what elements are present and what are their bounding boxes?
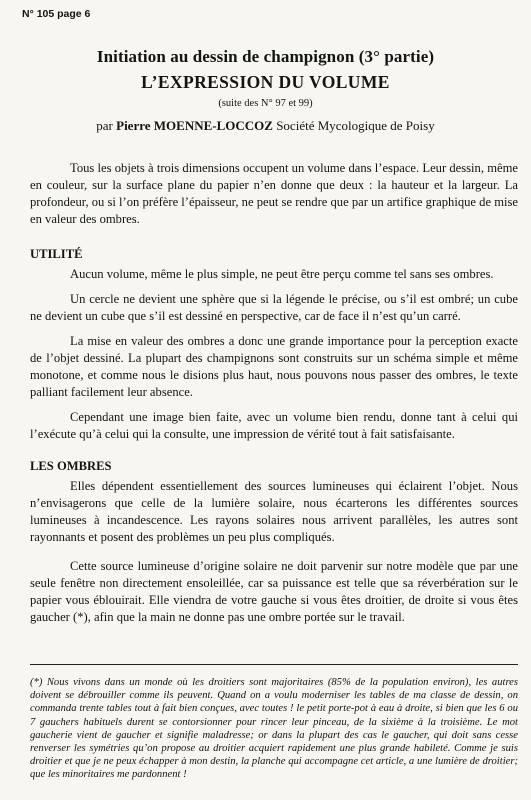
- footnote-divider: [30, 664, 518, 665]
- byline-prefix: par: [96, 118, 113, 133]
- ombres-paragraph: Cette source lumineuse d’origine solaire ne doit parvenir sur notre modèle que par une seule fenêtre non directement ensoleillée, car sa puissance est telle que sa réverbération sur le papier vous éblouirait. Elle viendra de votre gauche si vous êtes droitier, de droite si vous êtes gaucher (*), afin que la main ne donne pas une ombre portée sur le travail.: [30, 559, 518, 624]
- section-heading-utilite: UTILITÉ: [30, 247, 83, 261]
- intro-paragraph: Tous les objets à trois dimensions occupent un volume dans l’espace. Leur dessin, même en couleur, sur la surface plane du papier n’en donne que deux : la hauteur et la largeur. La profondeur, ou si l’on préfère l’épaisseur, ne peut se rendre que par un artifice graphique de mise en valeur des ombres.: [30, 161, 518, 226]
- ombres-paragraph: Elles dépendent essentiellement des sources lumineuses qui éclairent l’objet. Nous n’envisagerons que celle de la lumière solaire, nous écarterons les différentes sources lumineuses à incandescence. Les rayons solaires nous arrivent parallèles, les autres sont rayonnants et posent des problèmes un peu plus compliqués.: [30, 479, 518, 544]
- article-title: Initiation au dessin de champignon (3° partie): [96, 47, 435, 66]
- ombres-section: [30, 478, 518, 626]
- utilite-paragraph: Cependant une image bien faite, avec un volume bien rendu, donne tant à celui qui l’exécute qu’à celui qui la consulte, une impression de vérité tout à fait satisfaisante.: [30, 410, 518, 441]
- byline: [0, 118, 531, 134]
- author-affiliation: Société Mycologique de Poisy: [276, 118, 435, 133]
- utilite-paragraph: La mise en valeur des ombres a donc une grande importance pour la perception exacte de l’objet dessiné. La plupart des champignons sont construits sur un schéma simple et même monotone, et comme nous le disions plus haut, nous pouvons nous passer des ombres, le texte palliant facilement leur absence.: [30, 334, 518, 399]
- footnote: (*) Nous vivons dans un monde où les droitiers sont majoritaires (85% de la population environ), les autres doivent se débrouiller comme ils peuvent. Quand on a voulu moderniser les tables de ma classe de dessin, on commanda trente tables tout à fait bien conçues, avec toutes ! le petit porte-pot à eau à droite, si bien que les 6 ou 7 gauchers habituels durent se contorsionner pour rincer leur pinceau, de la sixième à la troisième. Le mot gaucherie vient de gaucher et signifie maladresse; or dans la plupart des cas le gaucher, qui doit sans cesse renverser les symétries qu’on propose au droitier acquiert rapidement une plus grande habileté. Comme je suis droitier et que je ne peux échapper à mon destin, la planche qui accompagne cet article, a une lumière de droitier; que les minoritaires me pardonnent !: [30, 677, 518, 781]
- page-number-header: N° 105 page 6: [22, 8, 91, 20]
- intro-section: [30, 160, 518, 228]
- section-heading-ombres: LES OMBRES: [30, 459, 112, 473]
- author-name: Pierre MOENNE-LOCCOZ: [116, 118, 273, 133]
- series-note: (suite des N° 97 et 99): [218, 98, 313, 109]
- utilite-section: [30, 266, 518, 443]
- utilite-paragraph: Un cercle ne devient une sphère que si la légende le précise, ou s’il est ombré; un cube ne devient un cube que s’il est dessiné en perspective, car de face il n’est qu’un carré.: [30, 292, 518, 323]
- article-subtitle-heading: L’EXPRESSION DU VOLUME: [141, 72, 390, 92]
- utilite-paragraph: Aucun volume, même le plus simple, ne peut être perçu comme tel sans ses ombres.: [70, 267, 494, 281]
